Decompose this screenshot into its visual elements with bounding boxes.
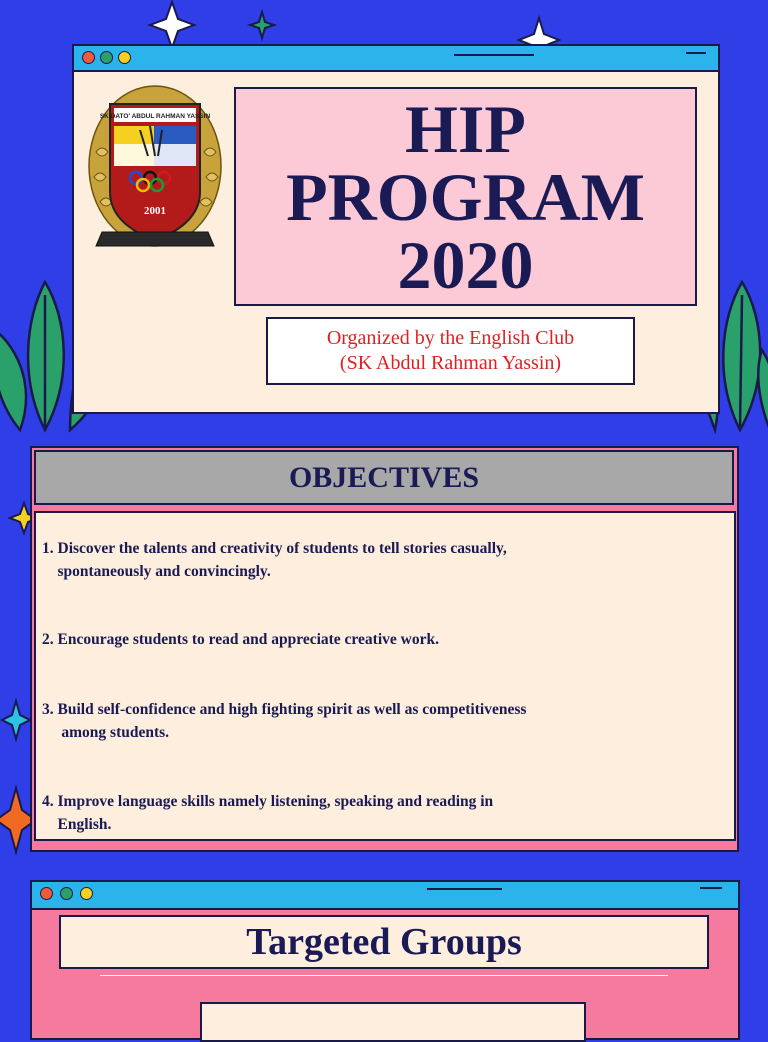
window-titlebar	[74, 46, 718, 72]
titlebar-line	[427, 888, 502, 890]
titlebar-line	[454, 54, 534, 56]
organizer-line-1: Organized by the English Club	[326, 327, 575, 349]
objectives-heading: OBJECTIVES	[34, 450, 734, 505]
divider	[100, 975, 668, 976]
sparkle-cyan-star-icon	[2, 701, 30, 739]
window-titlebar	[32, 882, 738, 910]
sparkle-white-star-icon	[150, 2, 194, 48]
window-red-dot	[40, 887, 53, 900]
school-crest-logo	[88, 82, 223, 257]
organizer-line-2: (SK Abdul Rahman Yassin)	[339, 352, 562, 374]
window-yellow-dot	[80, 887, 93, 900]
objectives-list	[34, 511, 736, 841]
crest-year: 2001	[144, 205, 166, 217]
titlebar-corner	[686, 52, 706, 54]
program-title-box	[234, 87, 697, 306]
objective-item-1: 1. Discover the talents and creativity of students to tell stories casually, spontaneously and convincingly.	[42, 540, 507, 580]
window-yellow-dot	[118, 51, 131, 64]
targeted-groups-heading: Targeted Groups	[59, 915, 709, 969]
targeted-groups-content-box	[200, 1002, 586, 1042]
titlebar-corner	[700, 887, 722, 889]
objective-item-4: 4. Improve language skills namely listening, speaking and reading in English.	[42, 793, 494, 833]
window-red-dot	[82, 51, 95, 64]
window-green-dot	[60, 887, 73, 900]
objective-item-3: 3. Build self-confidence and high fighting spirit as well as competitiveness among students.	[42, 701, 527, 741]
sparkle-green-star-icon	[250, 12, 274, 38]
organizer-box	[266, 317, 635, 385]
crest-ring-text: SK DATO' ABDUL RAHMAN YASSIN	[99, 113, 211, 120]
window-green-dot	[100, 51, 113, 64]
objective-item-2: 2. Encourage students to read and appreciate creative work.	[42, 631, 439, 648]
program-title: HIP PROGRAM 2020	[286, 90, 645, 303]
